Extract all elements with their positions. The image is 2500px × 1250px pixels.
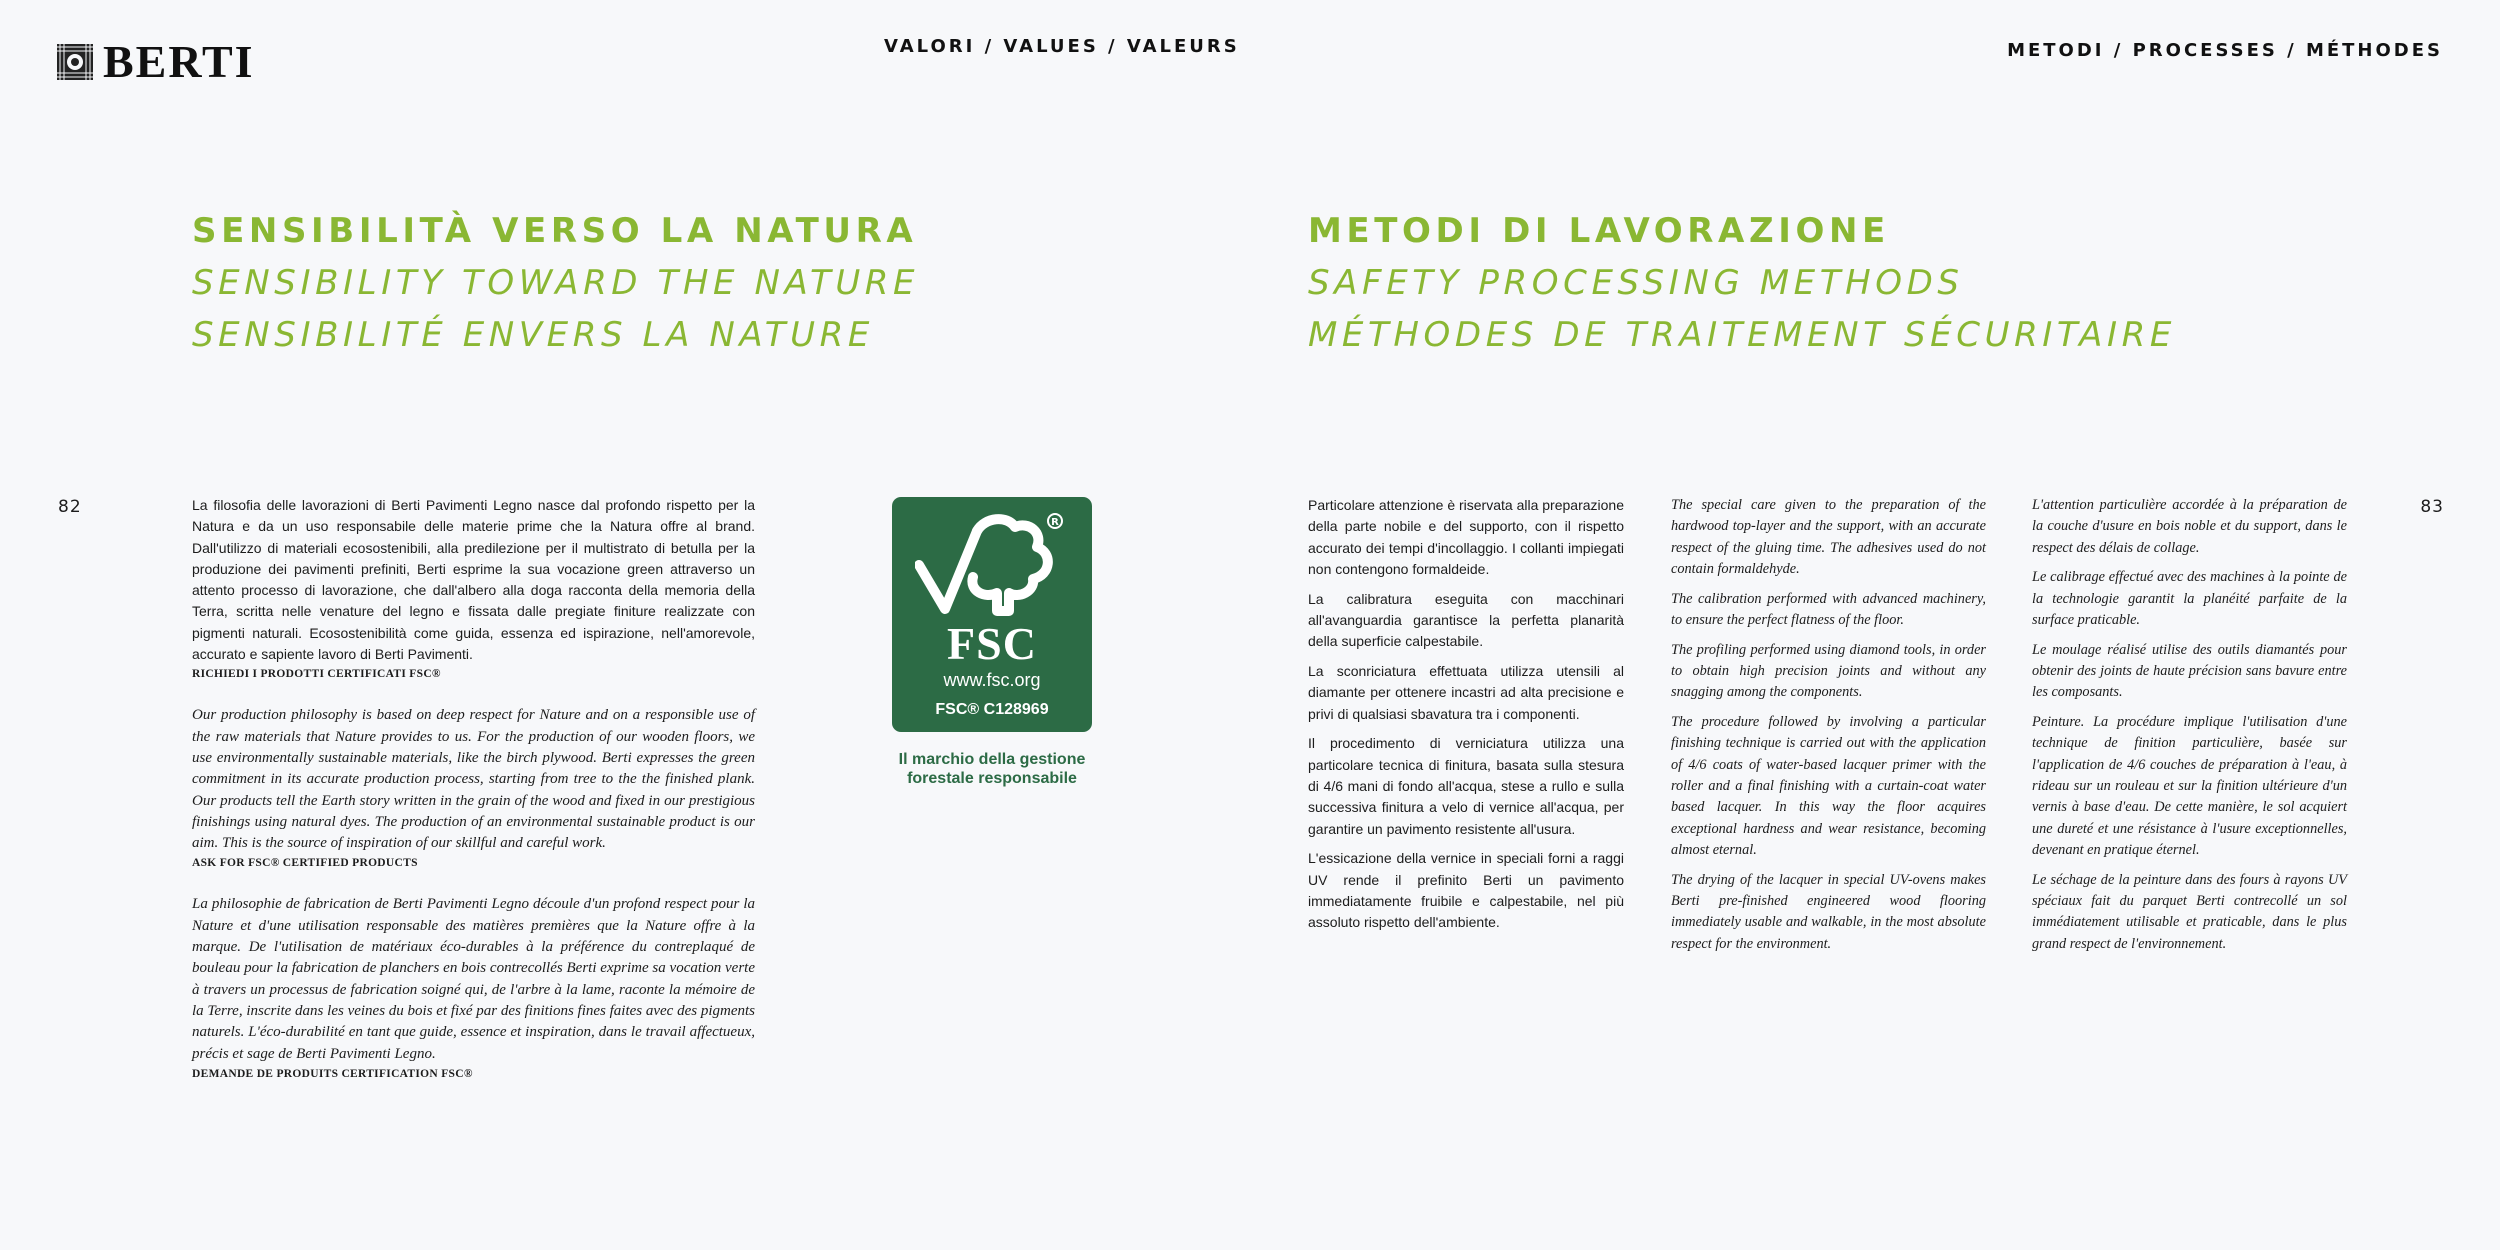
methods-paragraph: Le moulage réalisé utilise des outils diamantés pour obtenir des joints de haute précision sans bavure entre les composants. <box>2032 641 2347 701</box>
methods-paragraph: The drying of the lacquer in special UV-ovens makes Berti pre-finished engineered wood flooring immediately usable and walkable, in the most absolute respect for the environment. <box>1671 871 1986 952</box>
fsc-caption: Il marchio della gestione forestale responsabile <box>898 751 1086 787</box>
paragraph-french: La philosophie de fabrication de Berti Pavimenti Legno découle d'un profond respect pour la Nature et d'une utilisation responsable des matières premières que la Nature offre à la marque. De l'utilisation de matériaux éco-durables à la préférence du contreplaqué de bouleau pour la fabrication de planchers en bois contrecollés Berti exprime sa vocation verte à travers un processus de fabrication soigné qui, de l'arbre à la lame, raconte la mémoire de la Terre, inscrite dans les veines du bois et fixé par des finitions fines faites avec des pigments naturels. L'éco-durabilité en tant que guide, essence et inspiration, dans le travail affectueux, précis et sage de Berti Pavimenti Legno. <box>192 896 755 1062</box>
fsc-badge <box>892 497 1092 732</box>
methods-column-italian <box>1308 495 1624 942</box>
methods-paragraph: The profiling performed using diamond tools, in order to obtain high precision joints and without any snagging among the components. <box>1671 641 1986 701</box>
methods-paragraph: L'essicazione della vernice in speciali forni a raggi UV rende il prefinito Berti un pavimento immediatamente fruibile e calpestabile, nel più assoluto rispetto dell'ambiente. <box>1308 850 1624 931</box>
methods-paragraph: L'attention particulière accordée à la préparation de la couche d'usure en bois noble et du support, dans le respect des délais de collage. <box>2032 497 2347 556</box>
values-section-label: VALORI / VALUES / VALEURS <box>884 36 1240 57</box>
right-title-block <box>1308 205 2176 361</box>
methods-column-french <box>2032 495 2347 963</box>
berti-logo <box>57 36 255 87</box>
fsc-request-italian: RICHIEDI I PRODOTTI CERTIFICATI FSC® <box>192 668 441 681</box>
methods-paragraph: Particolare attenzione è riservata alla preparazione della parte nobile e del supporto, con il rispetto accurato dei tempi d'incollaggio. I collanti impiegati non contengono formaldeide. <box>1308 497 1624 577</box>
fsc-name: FSC <box>947 618 1037 669</box>
paragraph-english: Our production philosophy is based on deep respect for Nature and on a responsible use of the raw materials that Nature provides to us. For the production of our wooden floors, we use environmentally sustainable materials, like the birch plywood. Berti expresses the green commitment in its accurate production process, starting from tree to the the finished plank. Our products tell the Earth story written in the grain of the wood and fixed in our prestigious finishings using natural dyes. The production of an environmental sustainable product is our aim. This is the source of inspiration of our skillful and careful work. <box>192 707 755 852</box>
methods-paragraph: La sconriciatura effettuata utilizza utensili al diamante per ottenere incastri ad alta precisione e privi di qualsiasi sbavatura tra i componenti. <box>1308 663 1624 722</box>
title-italian: METODI DI LAVORAZIONE <box>1308 211 1890 251</box>
svg-text:R: R <box>1051 517 1059 528</box>
title-english: SAFETY PROCESSING METHODS <box>1308 263 1964 303</box>
methods-paragraph: The calibration performed with advanced machinery, to ensure the perfect flatness of the floor. <box>1671 590 1986 628</box>
fsc-tree-check-icon <box>915 511 1069 621</box>
paragraph-italian: La filosofia delle lavorazioni di Berti Pavimenti Legno nasce dal profondo rispetto per la Natura e da un uso responsabile delle materie prime che la Natura offre al brand. Dall'utilizzo di materiali ecosostenibili, alla predilezione per il multistrato di betulla per la produzione dei pavimenti prefiniti, Berti esprime la sua vocazione green attraverso un attento processo di lavorazione, che dall'albero alla doga racconta della memoria della Terra, scritta nelle venature del legno e fissata dalle pregiate finiture realizzate con pigmenti naturali. Ecosostenibilità come guida, essenza ed ispirazione, nell'amorevole, accurato e sapiente lavoro di Berti Pavimenti. <box>192 497 755 663</box>
title-english: SENSIBILITY TOWARD THE NATURE <box>192 263 920 303</box>
methods-paragraph: The special care given to the preparation of the hardwood top-layer and the support, with an accurate respect of the gluing time. The adhesives used do not contain formaldehyde. <box>1671 497 1986 577</box>
fsc-certificate-code: FSC® C128969 <box>935 701 1049 718</box>
fsc-request-english: ASK FOR FSC® CERTIFIED PRODUCTS <box>192 857 418 870</box>
title-french: SENSIBILITÉ ENVERS LA NATURE <box>192 315 874 355</box>
page-number-right: 83 <box>2420 497 2444 517</box>
title-french: MÉTHODES DE TRAITEMENT SÉCURITAIRE <box>1308 315 2176 355</box>
methods-paragraph: Peinture. La procédure implique l'utilisation d'une technique de finition particulière, basée sur l'application de 4/6 couches de préparation à l'eau, à rideau sur un rouleau et sur la finition ultérieure d'un vernis à base d'eau. De cette manière, le sol acquiert une dureté et une résistance à l'usure exceptionnelles, devenant en pratique éternel. <box>2032 714 2347 858</box>
berti-logo-mark-icon <box>57 44 93 80</box>
methods-paragraph: La calibratura eseguita con macchinari all'avanguardia garantisce la perfetta planarità della superficie calpestabile. <box>1308 590 1624 650</box>
sensibility-text-block <box>192 495 755 1105</box>
title-italian: SENSIBILITÀ VERSO LA NATURA <box>192 211 918 251</box>
methods-section-label: METODI / PROCESSES / MÉTHODES <box>2007 40 2443 61</box>
left-title-block <box>192 205 919 361</box>
logo-text: BERTI <box>103 36 255 87</box>
methods-paragraph: Le calibrage effectué avec des machines à la pointe de la technologie garantit la planéité parfaite de la surface praticable. <box>2032 569 2347 628</box>
methods-column-english <box>1671 495 1986 963</box>
fsc-request-french: DEMANDE DE PRODUITS CERTIFICATION FSC® <box>192 1067 473 1080</box>
methods-paragraph: Le séchage de la peinture dans des fours à rayons UV spéciaux fait du parquet Berti contrecollé un sol immédiatement utilisable et praticable, dans le plus grand respect de l'environnement. <box>2032 871 2347 952</box>
page-number-left: 82 <box>58 497 82 517</box>
methods-paragraph: The procedure followed by involving a particular finishing technique is carried out with the application of 4/6 coats of water-based lacquer primer with the roller and a final finishing with a curtain-coat water based lacquer. In this way the floor acquires exceptional hardness and wear resistance, becoming almost eternal. <box>1671 714 1986 858</box>
methods-paragraph: Il procedimento di verniciatura utilizza una particolare tecnica di finitura, basata sulla stesura di 4/6 mani di fondo all'acqua, stese a rullo e sulla successiva finitura a velo di vernice all'acqua, per garantire un pavimento resistente all'usura. <box>1308 735 1624 837</box>
fsc-url: www.fsc.org <box>943 670 1041 690</box>
